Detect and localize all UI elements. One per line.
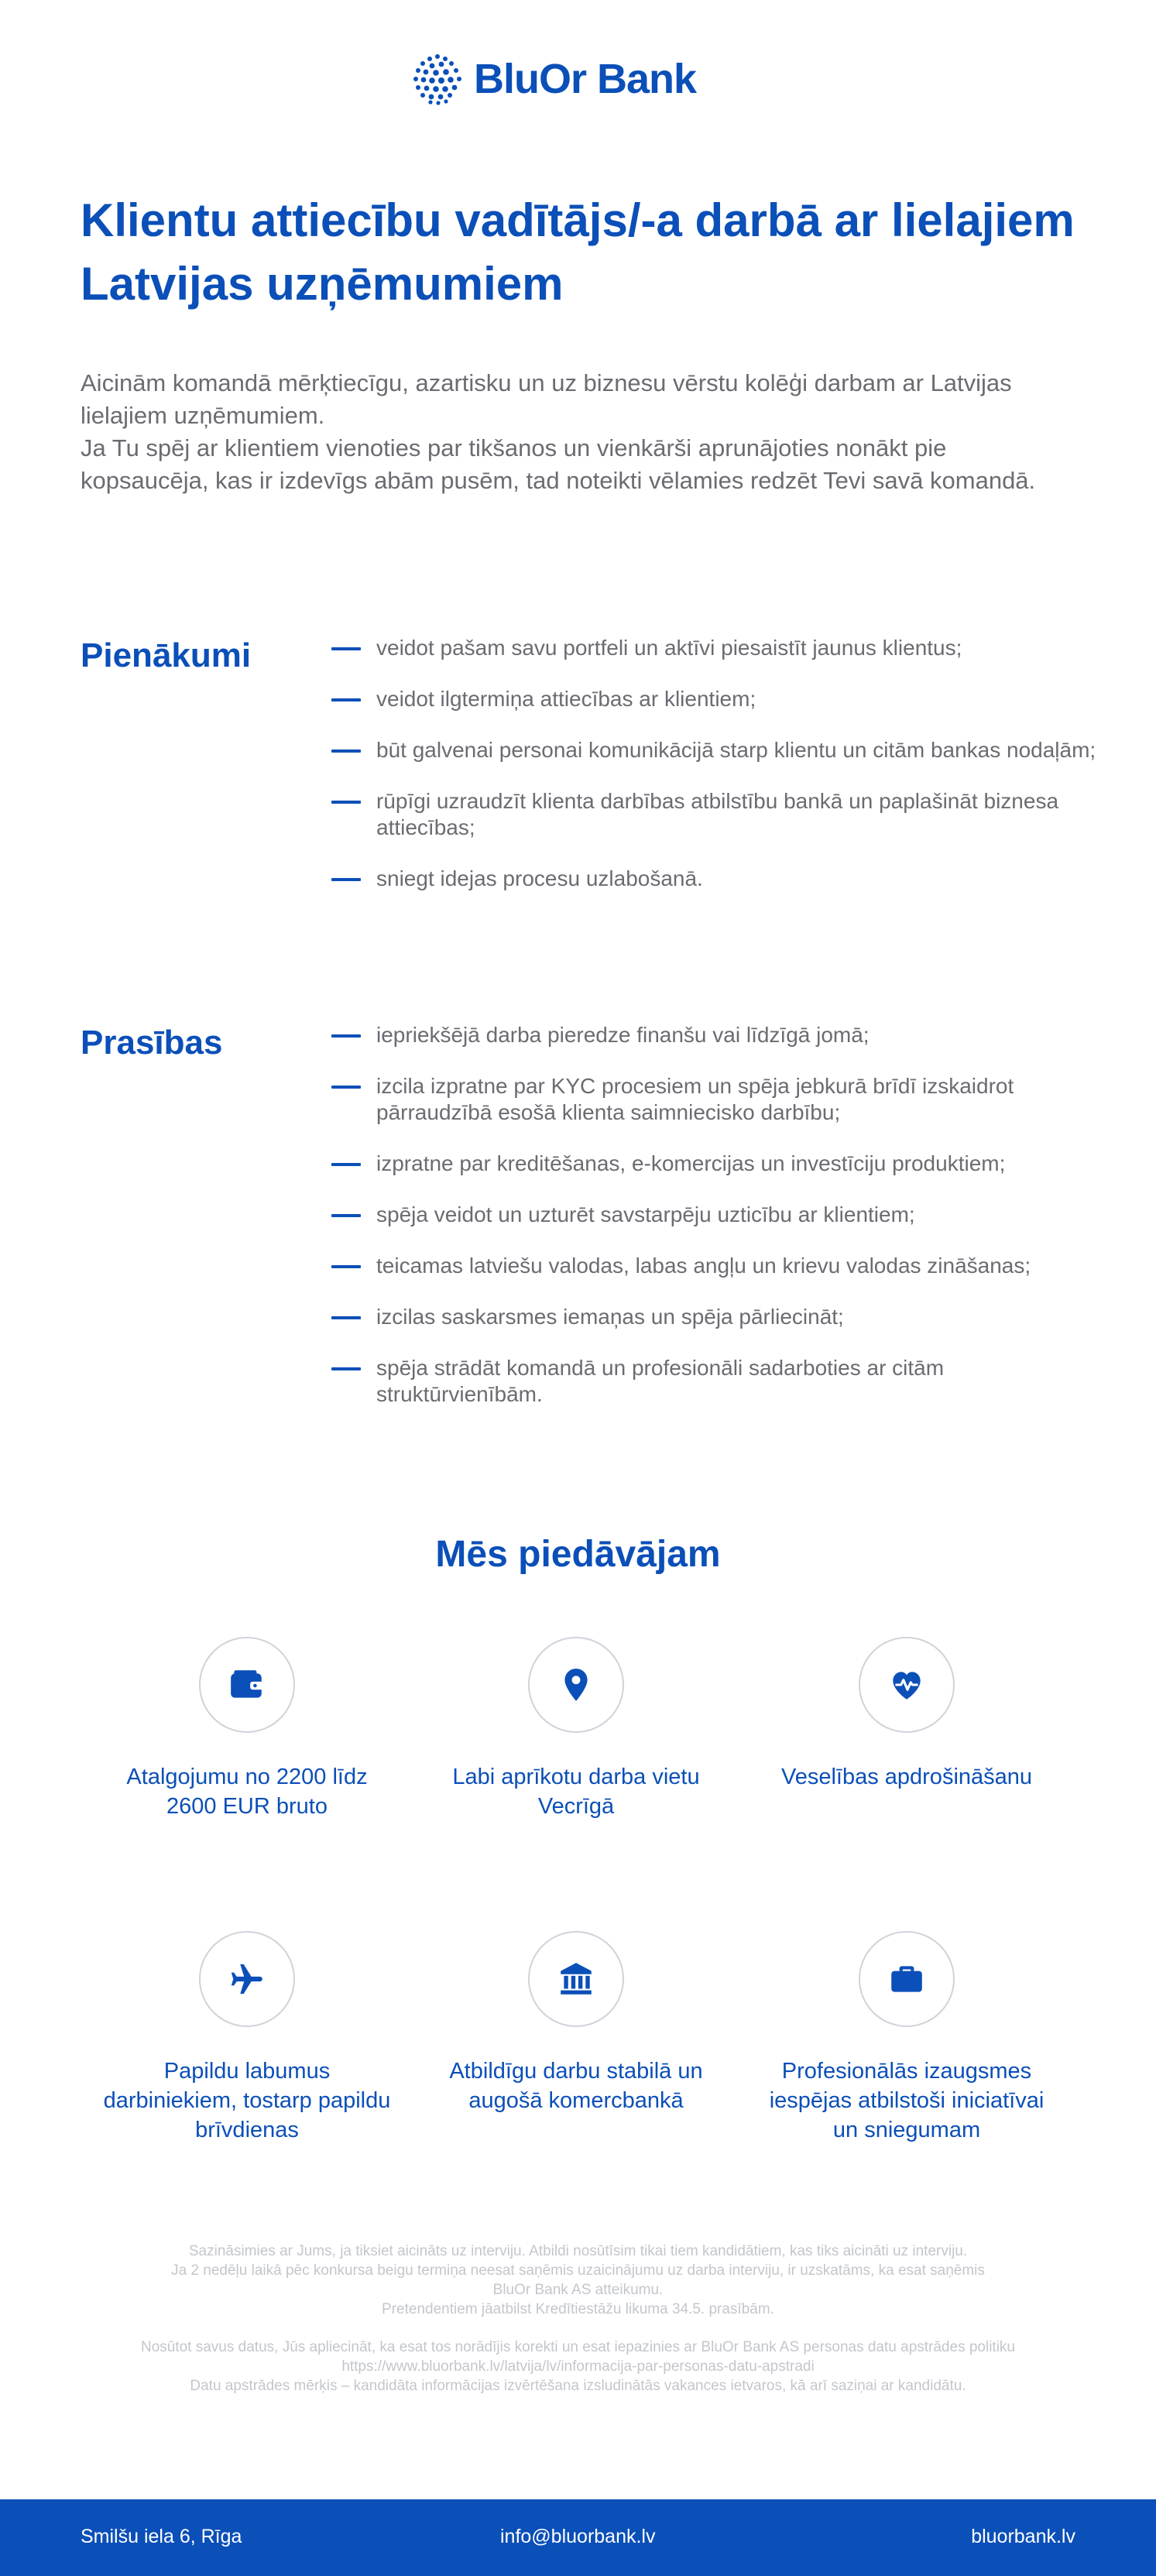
- dash-bullet: [331, 749, 361, 753]
- dash-bullet: [331, 801, 361, 804]
- legal-footnote: [0, 2242, 1156, 2396]
- offer-caption: Profesionālās izaugsmes iespējas atbilstoši iniciatīvai un sniegumam: [769, 2059, 1045, 2142]
- dash-bullet: [331, 1034, 361, 1038]
- list-item: rūpīgi uzraudzīt klienta darbības atbilstību bankā un paplašināt biznesa attiecības;: [331, 788, 1106, 841]
- dash-bullet: [331, 1367, 361, 1370]
- list-item: spēja strādāt komandā un profesionāli sadarboties ar citām struktūrvienībām.: [331, 1355, 1106, 1408]
- heart-pulse-icon: [887, 1665, 926, 1704]
- brand-name: BluOr Bank: [474, 56, 697, 102]
- airplane-icon: [228, 1960, 266, 1998]
- duties-list: [331, 635, 1106, 917]
- list-item: izcila izpratne par KYC procesiem un spēja jebkurā brīdī izskaidrot pārraudzībā esošā klienta saimniecisko darbību;: [331, 1073, 1106, 1126]
- dash-bullet: [331, 1316, 361, 1319]
- briefcase-icon: [887, 1960, 926, 1998]
- footer-bar: [0, 2499, 1156, 2576]
- offer-icon-circle: [859, 1931, 955, 2027]
- offers-title: Mēs piedāvājam: [435, 1534, 721, 1575]
- bluor-logo-icon: [409, 50, 466, 108]
- offer-bank: [429, 1931, 723, 2115]
- footer-email-link[interactable]: info@bluorbank.lv: [500, 2526, 656, 2547]
- footnote-line: Nosūtot savus datus, Jūs apliecināt, ka esat tos norādījis korekti un esat iepazinies ar BluOr Bank AS personas datu apstrādes politiku: [140, 2339, 1015, 2355]
- requirements-list: [331, 1022, 1106, 1432]
- offer-caption: Papildu labumus darbiniekiem, tostarp papildu brīvdienas: [103, 2059, 391, 2142]
- dash-bullet: [331, 647, 361, 650]
- wallet-icon: [228, 1665, 266, 1704]
- footnote-line: Datu apstrādes mērķis – kandidāta informācijas izvērtēšana izsludinātās vakances ietvaros, kā arī saziņai ar kandidātu.: [190, 2378, 966, 2394]
- footnote-spacer: [0, 2319, 1156, 2338]
- dash-bullet: [331, 878, 361, 881]
- list-item: iepriekšējā darba pieredze finanšu vai līdzīgā jomā;: [331, 1022, 1106, 1048]
- offer-icon-circle: [199, 1637, 295, 1733]
- offer-benefits: [100, 1931, 394, 2145]
- dash-bullet: [331, 1163, 361, 1166]
- footer-address: Smilšu iela 6, Rīga: [81, 2526, 242, 2547]
- offer-workplace: [429, 1637, 723, 1821]
- offer-insurance: [760, 1637, 1054, 1792]
- footnote-line: Sazināsimies ar Jums, ja tiksiet aicināts uz interviju. Atbildi nosūtīsim tikai tiem kandidātiem, kas tiks aicināti uz interviju.: [188, 2243, 968, 2259]
- brand-logo: [409, 48, 696, 110]
- list-item: sniegt idejas procesu uzlabošanā.: [331, 866, 1106, 892]
- offer-caption: Atbildīgu darbu stabilā un augošā komercbankā: [449, 2059, 703, 2113]
- dash-bullet: [331, 1086, 361, 1089]
- list-item: izpratne par kreditēšanas, e-komercijas un investīciju produktiem;: [331, 1151, 1106, 1177]
- intro-text: [81, 367, 1079, 497]
- footnote-line: Pretendentiem jāatbilst Kredītiestāžu likuma 34.5. prasībām.: [382, 2301, 774, 2317]
- list-item: veidot ilgtermiņa attiecības ar klientiem;: [331, 686, 1106, 712]
- location-pin-icon: [557, 1665, 595, 1704]
- bank-building-icon: [557, 1960, 595, 1998]
- dash-bullet: [331, 698, 361, 701]
- offer-salary: [100, 1637, 394, 1821]
- offer-icon-circle: [859, 1637, 955, 1733]
- offer-icon-circle: [528, 1931, 624, 2027]
- list-item: veidot pašam savu portfeli un aktīvi piesaistīt jaunus klientus;: [331, 635, 1106, 661]
- list-item: izcilas saskarsmes iemaņas un spēja pārliecināt;: [331, 1304, 1106, 1330]
- list-item: teicamas latviešu valodas, labas angļu un krievu valodas zināšanas;: [331, 1253, 1106, 1279]
- offer-caption: Labi aprīkotu darba vietu Vecrīgā: [452, 1765, 700, 1819]
- list-item: būt galvenai personai komunikācijā starp klientu un citām bankas nodaļām;: [331, 737, 1106, 763]
- page-title: Klientu attiecību vadītājs/-a darbā ar lielajiem Latvijas uzņēmumiem: [81, 194, 1075, 310]
- list-item: spēja veidot un uzturēt savstarpēju uzticību ar klientiem;: [331, 1202, 1106, 1228]
- offer-icon-circle: [199, 1931, 295, 2027]
- footnote-line: Ja 2 nedēļu laikā pēc konkursa beigu termiņa neesat saņēmis uzaicinājumu uz darba interviju, ir uzskatāms, ka esat saņēmis: [171, 2262, 985, 2279]
- dash-bullet: [331, 1214, 361, 1217]
- intro-paragraph-2: Ja Tu spēj ar klientiem vienoties par tikšanos un vienkārši aprunājoties nonākt pie kopsaucēja, kas ir izdevīgs abām pusēm, tad noteikti vēlamies redzēt Tevi savā komandā.: [81, 434, 1036, 494]
- duties-title: Pienākumi: [81, 636, 252, 674]
- offer-icon-circle: [528, 1637, 624, 1733]
- offer-caption: Atalgojumu no 2200 līdz 2600 EUR bruto: [126, 1765, 368, 1819]
- dash-bullet: [331, 1265, 361, 1268]
- footer-website-link[interactable]: bluorbank.lv: [971, 2526, 1075, 2547]
- offer-growth: [760, 1931, 1054, 2145]
- footnote-line: BluOr Bank AS atteikumu.: [492, 2282, 664, 2298]
- requirements-title: Prasības: [81, 1024, 223, 1062]
- offer-caption: Veselības apdrošināšanu: [780, 1765, 1033, 1789]
- privacy-policy-link[interactable]: https://www.bluorbank.lv/latvija/lv/informacija-par-personas-datu-apstradi: [341, 2358, 815, 2375]
- intro-paragraph-1: Aicinām komandā mērķtiecīgu, azartisku un uz biznesu vērstu kolēģi darbam ar Latvijas lielajiem uzņēmumiem.: [81, 369, 1012, 429]
